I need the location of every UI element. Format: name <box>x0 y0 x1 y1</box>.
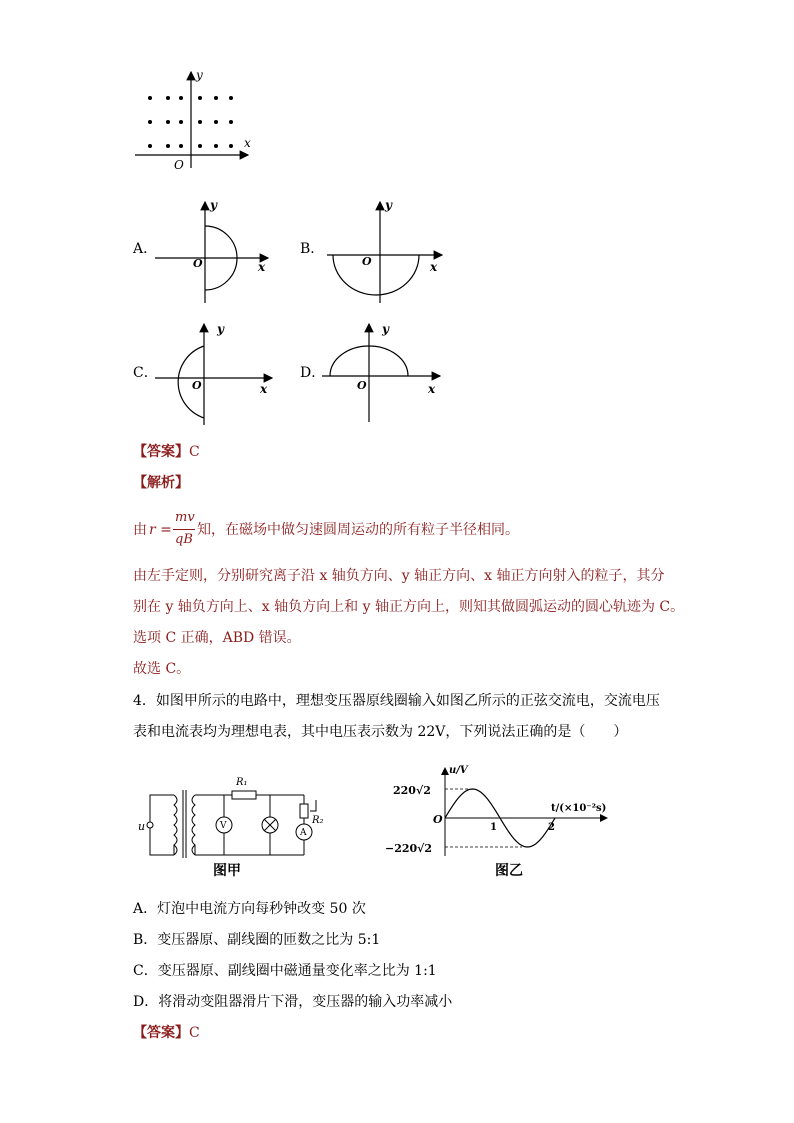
r2-label: R₂ <box>312 815 324 826</box>
circuit-caption: 图甲 <box>213 863 241 879</box>
y-label: y <box>210 198 217 212</box>
option-a-diagram <box>150 198 275 308</box>
x-axis-label: t/(×10⁻²s) <box>551 803 607 814</box>
ammeter-label: A <box>300 828 307 838</box>
option-c-figure <box>150 320 275 430</box>
trough-label: −220√2 <box>385 842 433 855</box>
answer-bracket: 【答案】 <box>133 1025 189 1041</box>
option-d-figure <box>322 320 447 430</box>
tick-2: 2 <box>548 822 555 833</box>
answer-value: C <box>189 444 200 460</box>
option-d-letter: D． <box>300 365 326 381</box>
input-label: u <box>138 820 146 833</box>
option-c-letter: C． <box>133 365 158 381</box>
y-label: y <box>385 198 392 212</box>
formula-denominator: qB <box>175 532 193 547</box>
field-diagram <box>130 68 260 173</box>
q4-option-c: C．变压器原、副线圈中磁通量变化率之比为 1:1 <box>133 963 437 979</box>
field-figure <box>130 68 260 173</box>
waveform-figure <box>365 764 625 884</box>
analysis-heading: 【解析】 <box>133 475 189 491</box>
trajectory-arc <box>333 255 419 295</box>
option-b-diagram <box>322 198 447 308</box>
answer-line-2 <box>133 1024 200 1042</box>
origin-label: O <box>357 379 367 392</box>
option-b-figure <box>322 198 447 308</box>
y-label: y <box>196 68 203 82</box>
x-label: x <box>430 260 438 274</box>
analysis-para2-line2: 别在 y 轴负方向上、x 轴负方向上和 y 轴正方向上，则知其做圆弧运动的圆心轨迹为 C。 <box>133 599 685 615</box>
x-label: x <box>258 260 266 274</box>
origin-label: O <box>174 158 184 172</box>
q4-option-a: A．灯泡中电流方向每秒钟改变 50 次 <box>133 901 366 917</box>
y-axis-label: u/V <box>449 765 468 776</box>
option-b-letter: B． <box>300 241 325 257</box>
option-a-figure <box>150 198 275 308</box>
voltmeter-label: V <box>220 821 227 831</box>
formula-lhs: r = <box>149 522 172 538</box>
formula-prefix: 由 <box>133 522 147 538</box>
y-label: y <box>217 322 224 336</box>
x-label: x <box>244 136 251 150</box>
analysis-para2-line1: 由左手定则，分别研究离子沿 x 轴负方向、y 轴正方向、x 轴正方向射入的粒子，其分 <box>133 568 665 584</box>
tick-1: 1 <box>490 822 497 833</box>
circuit-figure <box>136 778 336 883</box>
formula-suffix: 知，在磁场中做匀速圆周运动的所有粒子半径相同。 <box>197 522 519 538</box>
origin-label: O <box>193 257 203 270</box>
question4-line2: 表和电流表均为理想电表，其中电压表示数为 22V，下列说法正确的是（ ） <box>133 724 628 740</box>
option-a-letter: A． <box>133 241 158 257</box>
q4-option-b: B．变压器原、副线圈的匝数之比为 5:1 <box>133 932 381 948</box>
r1-label: R₁ <box>236 777 248 788</box>
question4-line1: 4．如图甲所示的电路中，理想变压器原线圈输入如图乙所示的正弦交流电，交流电压 <box>133 693 660 709</box>
origin-label: O <box>192 379 202 392</box>
answer-line-1 <box>133 443 200 461</box>
origin-label: O <box>433 813 443 826</box>
answer-value: C <box>189 1025 200 1041</box>
answer-bracket: 【答案】 <box>133 444 189 460</box>
x-label: x <box>428 382 436 396</box>
formula-numerator: mv <box>175 510 195 525</box>
y-label: y <box>382 322 389 336</box>
waveform-caption: 图乙 <box>495 863 523 879</box>
analysis-para2-line3: 选项 C 正确，ABD 错误。 <box>133 630 301 646</box>
x-label: x <box>260 382 268 396</box>
fraction-bar <box>173 529 195 530</box>
origin-label: O <box>362 255 372 268</box>
option-c-diagram <box>150 320 275 430</box>
conclusion: 故选 C。 <box>133 661 191 677</box>
q4-option-d: D．将滑动变阻器滑片下滑，变压器的输入功率减小 <box>133 994 453 1010</box>
peak-label: 220√2 <box>393 784 431 797</box>
